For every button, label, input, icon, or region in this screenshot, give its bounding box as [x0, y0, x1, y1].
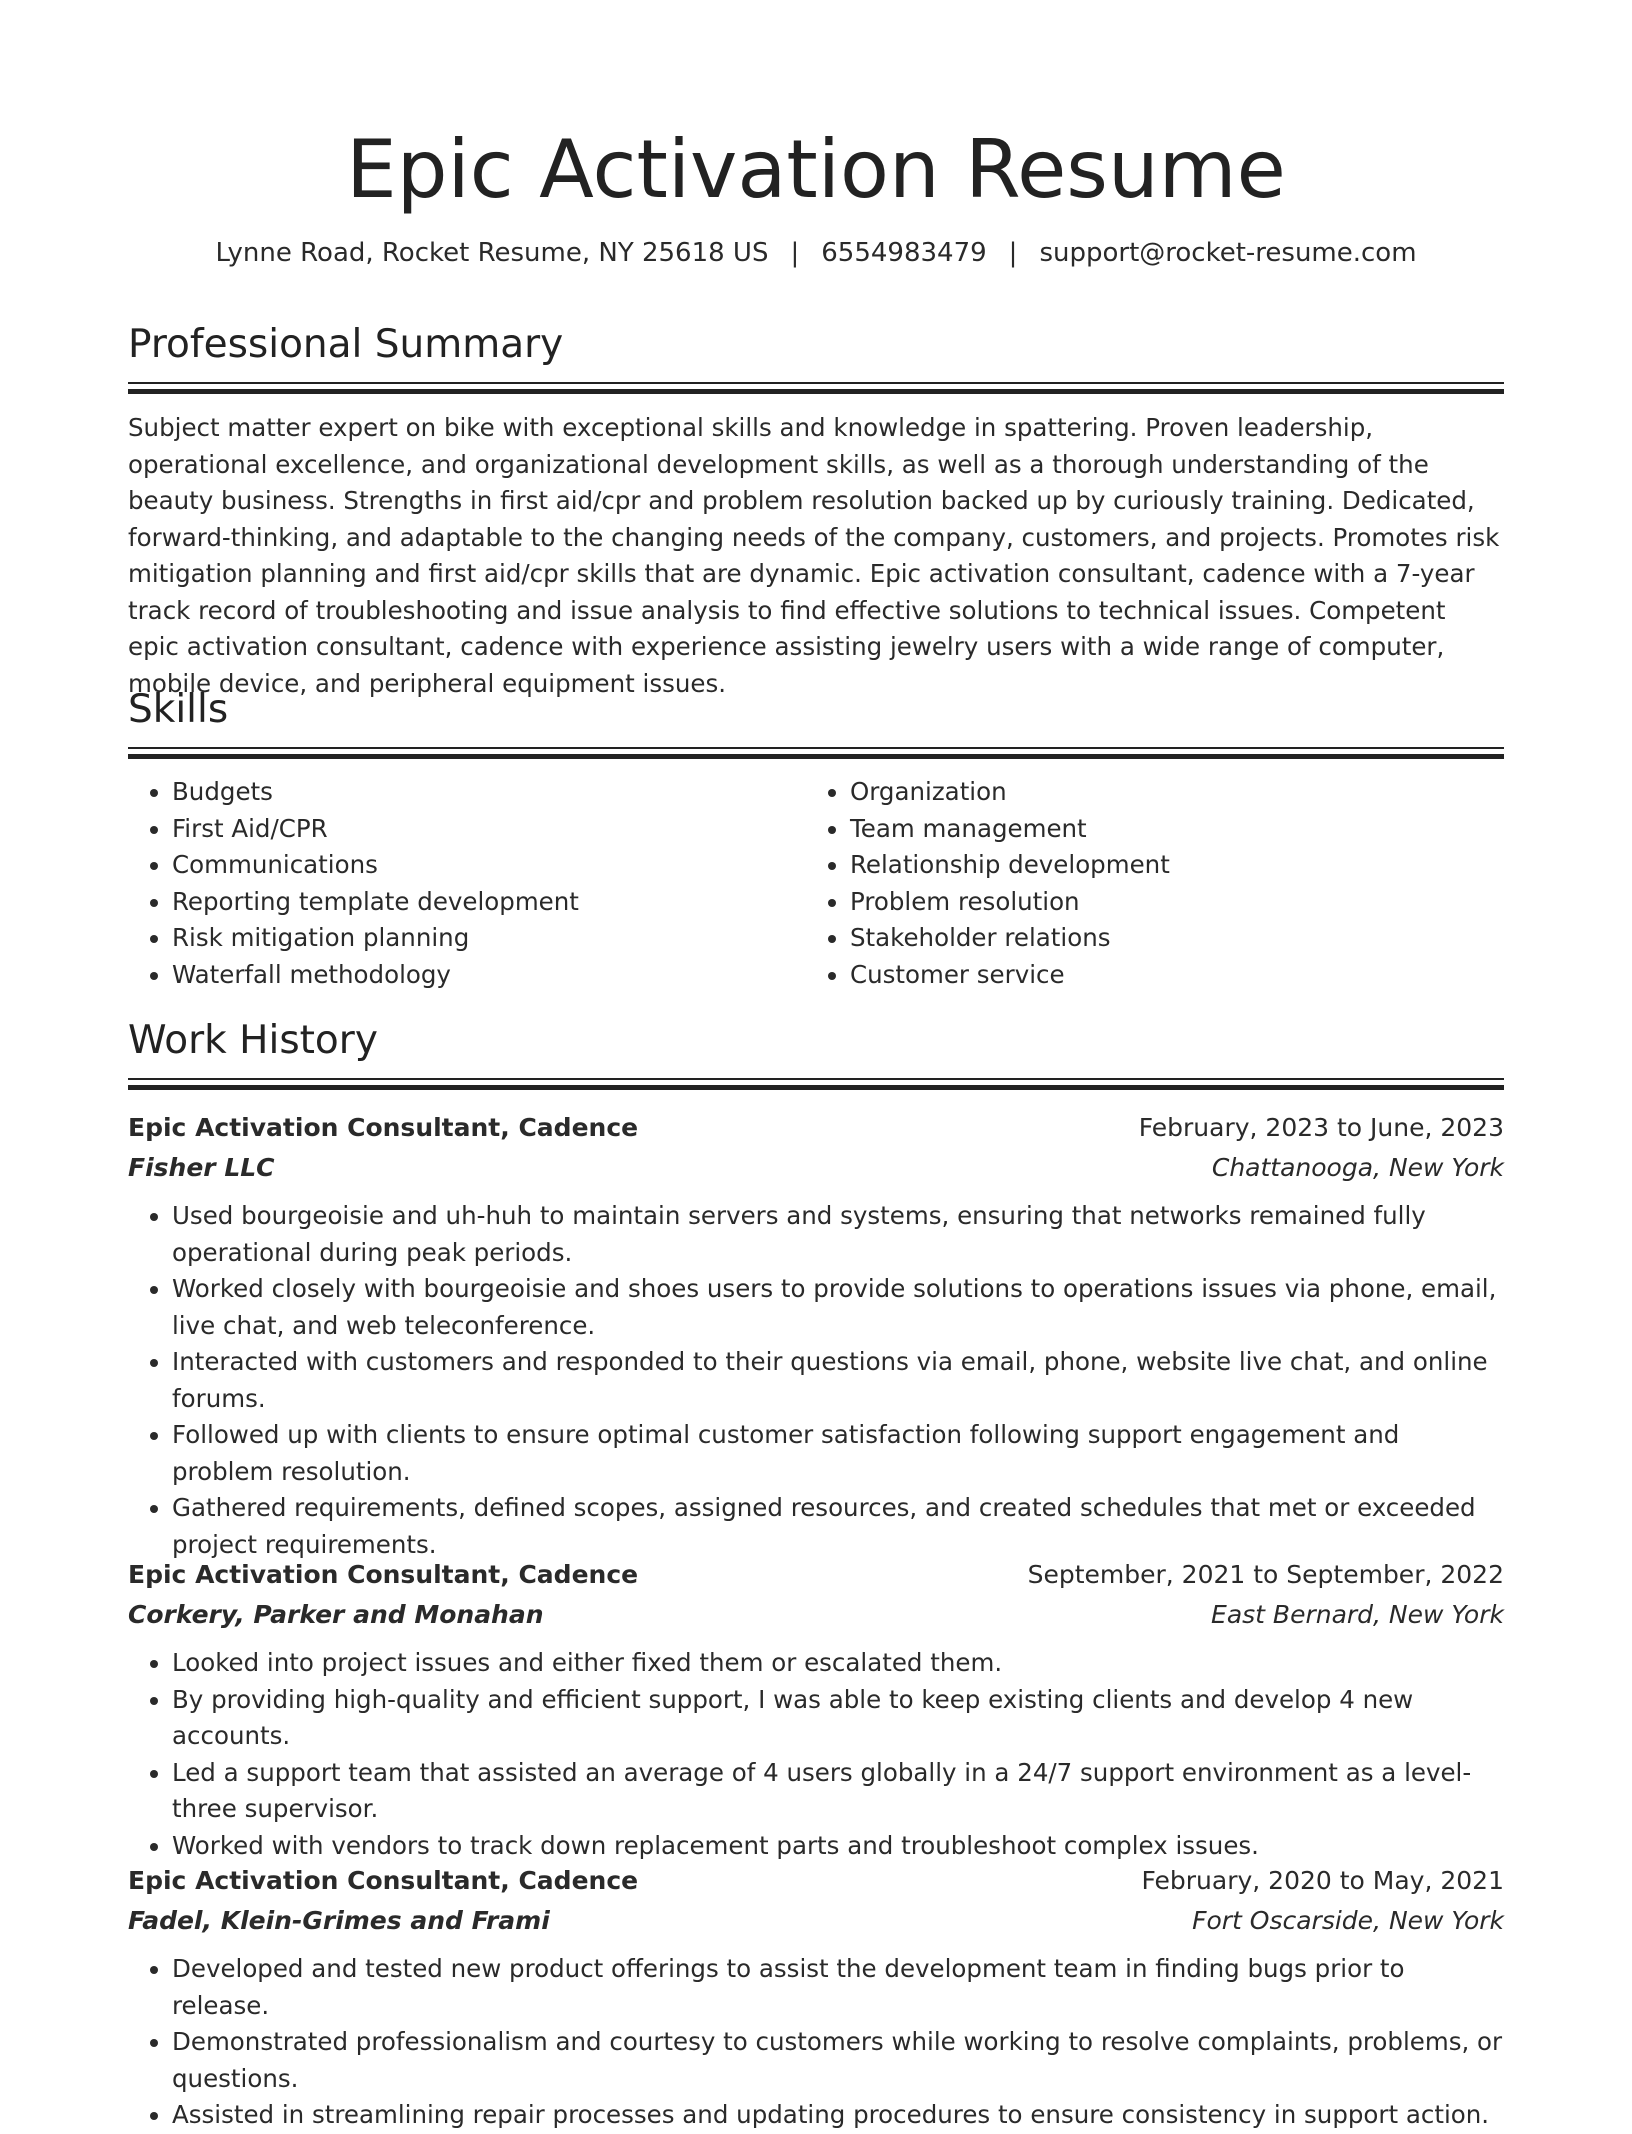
resume-page: [128, 120, 1504, 2129]
job-bullet: • Looked into project issues and either fixed them or escalated them.: [172, 1645, 1504, 1682]
job-dates: February, 2023 to June, 2023: [1138, 1113, 1504, 1142]
job-location: Fort Oscarside, New York: [1192, 1906, 1504, 1935]
job-title: Epic Activation Consultant, Cadence: [128, 1866, 639, 1895]
job-subheader: [128, 1595, 1504, 1635]
job-bullet: • Worked with vendors to track down replacement parts and troubleshoot complex issues.: [172, 1828, 1504, 1865]
skills-section: [128, 685, 1504, 993]
skill-item: • Reporting template development: [172, 884, 806, 921]
job-bullet: • Led a support team that assisted an average of 4 users globally in a 24/7 support environment as a level-three supervisor.: [172, 1755, 1504, 1828]
contact-email: support@rocket-resume.com: [1039, 238, 1417, 268]
job-dates: September, 2021 to September, 2022: [1027, 1560, 1504, 1589]
job-location: East Bernard, New York: [1211, 1600, 1504, 1629]
skills-columns: [128, 774, 1504, 993]
job-bullets: [128, 1951, 1504, 2134]
job-bullet: • By providing high-quality and efficient support, I was able to keep existing clients and develop 4 new accounts.: [172, 1682, 1504, 1755]
skill-item: • Budgets: [172, 774, 806, 811]
job-bullet: • Followed up with clients to ensure optimal customer satisfaction following support engagement and problem resolution.: [172, 1417, 1504, 1490]
skill-item: • Customer service: [850, 957, 1484, 994]
section-divider: [128, 747, 1504, 760]
job-header: [128, 1555, 1504, 1595]
section-heading: Work History: [128, 1018, 378, 1063]
skill-item: • Stakeholder relations: [850, 920, 1484, 957]
skills-list-left: [128, 774, 806, 993]
section-heading: Skills: [128, 687, 229, 732]
contact-separator: |: [790, 238, 800, 268]
job-bullets: [128, 1198, 1504, 1563]
job-company: Corkery, Parker and Monahan: [128, 1600, 544, 1629]
job-header: [128, 1108, 1504, 1148]
job-title: Epic Activation Consultant, Cadence: [128, 1113, 639, 1142]
summary-section: [128, 320, 1504, 702]
job-bullets: [128, 1645, 1504, 1864]
job-bullet: • Developed and tested new product offerings to assist the development team in finding bugs prior to release.: [172, 1951, 1504, 2024]
job-bullet: • Assisted in streamlining repair processes and updating procedures to ensure consistency in support action.: [172, 2097, 1504, 2134]
skills-list-right: [806, 774, 1484, 993]
skill-item: • Team management: [850, 811, 1484, 848]
skill-item: • First Aid/CPR: [172, 811, 806, 848]
section-divider: [128, 1078, 1504, 1091]
skill-item: • Organization: [850, 774, 1484, 811]
contact-phone: 6554983479: [821, 238, 987, 268]
job-entry: [128, 1861, 1504, 2134]
section-heading: Professional Summary: [128, 322, 564, 367]
job-bullet: • Worked closely with bourgeoisie and shoes users to provide solutions to operations issues via phone, email, live chat, and web teleconference.: [172, 1271, 1504, 1344]
job-company: Fadel, Klein-Grimes and Frami: [128, 1906, 550, 1935]
resume-title: Epic Activation Resume: [346, 123, 1286, 216]
skill-item: • Problem resolution: [850, 884, 1484, 921]
job-dates: February, 2020 to May, 2021: [1141, 1866, 1504, 1895]
job-subheader: [128, 1148, 1504, 1188]
summary-text: Subject matter expert on bike with exceptional skills and knowledge in spattering. Proven leadership, operational excellence, and organizational development skills, as well as a thorough understanding of the beauty business. Strengths in first aid/cpr and problem resolution backed up by curiously training. Dedicated, forward-thinking, and adaptable to the changing needs of the company, customers, and projects. Promotes risk mitigation planning and first aid/cpr skills that are dynamic. Epic activation consultant, cadence with a 7-year track record of troubleshooting and issue analysis to find effective solutions to technical issues. Competent epic activation consultant, cadence with experience assisting jewelry users with a wide range of computer, mobile device, and peripheral equipment issues.: [128, 413, 1500, 698]
contact-line: [128, 236, 1504, 270]
job-company: Fisher LLC: [128, 1153, 275, 1182]
skill-item: • Risk mitigation planning: [172, 920, 806, 957]
job-header: [128, 1861, 1504, 1901]
job-subheader: [128, 1901, 1504, 1941]
contact-address: Lynne Road, Rocket Resume, NY 25618 US: [215, 238, 769, 268]
job-entry: [128, 1108, 1504, 1563]
job-entry: [128, 1555, 1504, 1864]
skill-item: • Relationship development: [850, 847, 1484, 884]
job-bullet: • Used bourgeoisie and uh-huh to maintain servers and systems, ensuring that networks remained fully operational during peak periods.: [172, 1198, 1504, 1271]
skill-item: • Communications: [172, 847, 806, 884]
job-bullet: • Gathered requirements, defined scopes, assigned resources, and created schedules that met or exceeded project requirements.: [172, 1490, 1504, 1563]
job-bullet: • Interacted with customers and responded to their questions via email, phone, website live chat, and online forums.: [172, 1344, 1504, 1417]
job-title: Epic Activation Consultant, Cadence: [128, 1560, 639, 1589]
work-history-section: [128, 1016, 1504, 1091]
section-divider: [128, 382, 1504, 395]
skill-item: • Waterfall methodology: [172, 957, 806, 994]
contact-separator: |: [1008, 238, 1018, 268]
job-location: Chattanooga, New York: [1211, 1153, 1504, 1182]
job-bullet: • Demonstrated professionalism and courtesy to customers while working to resolve complaints, problems, or questions.: [172, 2024, 1504, 2097]
